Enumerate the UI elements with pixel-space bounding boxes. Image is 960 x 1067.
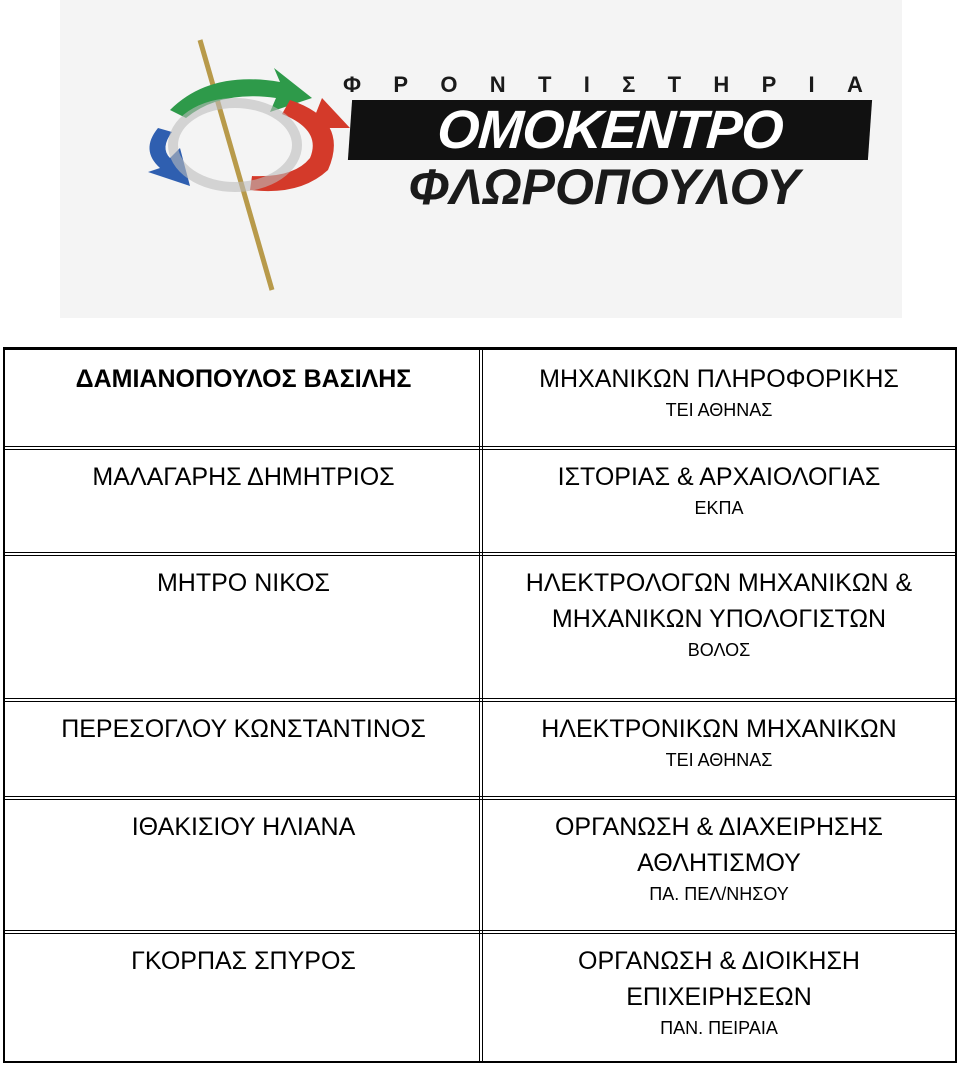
logo-subtitle [343,72,863,98]
institution-name: ΠΑΝ. ΠΕΙΡΑΙΑ [660,1018,778,1038]
logo-subtitle-letter: Ι [583,72,590,97]
department-cell [483,699,955,796]
student-name: ΠΕΡΕΣΟΓΛΟΥ ΚΩΝΣΤΑΝΤΙΝΟΣ [61,715,426,743]
student-name-cell [5,699,483,796]
department-name: ΗΛΕΚΤΡΟΛΟΓΩΝ ΜΗΧΑΝΙΚΩΝ & [525,569,913,597]
table-row [5,796,955,930]
student-name-cell [5,797,483,930]
table-row [5,552,955,698]
table-row [5,698,955,796]
logo-subtitle-letter: Τ [537,72,552,97]
logo-subtitle-letter: Τ [667,72,682,97]
department-cell [483,797,955,930]
student-name-cell [5,553,483,698]
logo-subtitle-letter: Η [713,72,730,97]
student-name-cell [5,447,483,552]
department-name: ΜΗΧΑΝΙΚΩΝ ΠΛΗΡΟΦΟΡΙΚΗΣ [539,365,899,393]
department-name: ΟΡΓΑΝΩΣΗ & ΔΙΟΙΚΗΣΗ [578,947,860,975]
logo-subtitle-letter: Σ [622,72,636,97]
logo-pole [200,40,272,290]
logo [60,0,902,318]
student-name: ΓΚΟΡΠΑΣ ΣΠΥΡΟΣ [131,947,356,975]
logo-main-text: ΟΜΟΚΕΝΤΡΟ [348,100,872,160]
student-name: ΙΘΑΚΙΣΙΟΥ ΗΛΙΑΝΑ [131,813,356,841]
logo-subtitle-letter: Φ [343,72,362,97]
logo-subtitle-letter: Ι [808,72,815,97]
institution-name: ΤΕΙ ΑΘΗΝΑΣ [665,400,773,420]
table-row [5,930,955,1063]
logo-subtitle-letter: Ο [440,72,458,97]
student-name: ΜΑΛΑΓΑΡΗΣ ΔΗΜΗΤΡΙΟΣ [92,463,395,491]
department-name: ΕΠΙΧΕΙΡΗΣΕΩΝ [626,983,812,1011]
department-cell [483,931,955,1063]
logo-bottom-text: ΦΛΩΡΟΠΟΥΛΟΥ [408,159,800,215]
logo-subtitle-letter: Ρ [761,72,777,97]
department-name: ΙΣΤΟΡΙΑΣ & ΑΡΧΑΙΟΛΟΓΙΑΣ [557,463,881,491]
department-name: ΑΘΛΗΤΙΣΜΟΥ [637,849,801,877]
department-name: ΜΗΧΑΝΙΚΩΝ ΥΠΟΛΟΓΙΣΤΩΝ [551,605,887,633]
student-name-cell [5,349,483,446]
student-name: ΜΗΤΡΟ ΝΙΚΟΣ [156,569,331,597]
department-cell [483,349,955,446]
institution-name: ΕΚΠΑ [694,498,744,518]
department-name: ΗΛΕΚΤΡΟΝΙΚΩΝ ΜΗΧΑΝΙΚΩΝ [541,715,897,743]
student-name: ΔΑΜΙΑΝΟΠΟΥΛΟΣ ΒΑΣΙΛΗΣ [75,365,412,393]
department-cell [483,447,955,552]
logo-subtitle-letter: Ρ [393,72,409,97]
department-name: ΟΡΓΑΝΩΣΗ & ΔΙΑΧΕΙΡΗΣΗΣ [554,813,883,841]
institution-name: ΠΑ. ΠΕΛ/ΝΗΣΟΥ [649,884,789,904]
institution-name: ΤΕΙ ΑΘΗΝΑΣ [665,750,773,770]
student-name-cell [5,931,483,1063]
logo-subtitle-letter: Α [846,72,863,97]
logo-subtitle-letter: Ν [489,72,506,97]
table-row [5,349,955,446]
institution-name: ΒΟΛΟΣ [687,640,751,660]
graduates-table [3,347,957,1063]
department-cell [483,553,955,698]
table-row [5,446,955,552]
